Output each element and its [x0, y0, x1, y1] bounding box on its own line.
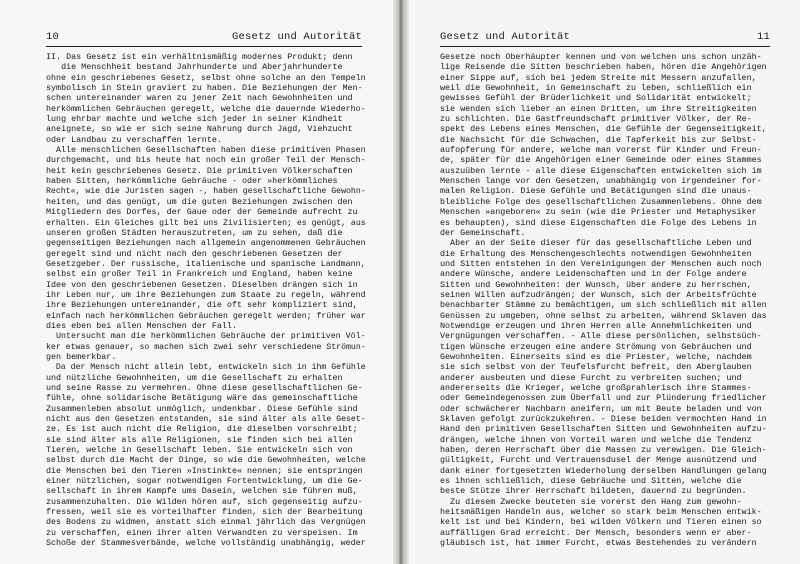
text-line: lung ehrbar machte und welche sich jeder in seiner Kindheit — [46, 114, 343, 125]
text-line: zu schlichten. Die Gastfreundschaft primitiver Völker, der Re- — [440, 114, 752, 125]
text-line: malen Religion. Diese Gefühle und Betätigungen sind die unaus- — [440, 186, 752, 197]
text-line: heiten, und das genügt, um die guten Beziehungen zwischen den — [46, 196, 353, 207]
text-line: sie wenden sich lieber an einen Dritten, um ihre Streitigkeiten — [440, 103, 757, 114]
running-title: Gesetz und Autorität — [440, 31, 571, 43]
text-line: die Erhaltung des Menschengeschlechts notwendigen Gewohnheiten — [440, 248, 752, 259]
right-page-header — [440, 30, 770, 44]
text-line: ze. Es ist auch nicht die Religion, die dieselben vorschreibt; — [46, 424, 358, 435]
text-line: haben Sitten, herkömmliche Gebräuche - oder »herkömmliches — [46, 176, 338, 187]
text-line: Menschen »angeboren« zu sein (wie die Priester und Metaphysiker — [440, 207, 757, 218]
text-line: oder Gemeindegenossen zum Überfall und zur Plünderung friedlicher — [440, 393, 767, 404]
text-line: Sklaven gefolgt zurückzukehren. - Diese beiden vermochten Hand in — [440, 414, 767, 425]
text-line: Tieren, welche in Gesellschaft leben. Sie entwickeln sich von — [46, 445, 353, 456]
text-line: seinen Willen aufzudrängen; der Wunsch, sich der Arbeitsfrüchte — [440, 289, 757, 300]
text-line: die Menschheit bestand Jahrhunderte und Aberjahrhunderte — [46, 62, 343, 73]
text-line: gültigkeit, Furcht und Vertrauensdusel der Menge ausnützend und — [440, 455, 757, 466]
text-line: drängen, welche ihnen von Vorteil waren und welche die Tendenz — [440, 434, 752, 445]
text-line: Idee von den geschriebenen Gesetzen. Dieselben drängen sich in — [46, 279, 358, 290]
header-rule — [440, 46, 770, 47]
book-gutter — [393, 0, 409, 564]
text-line: Gewohnheiten. Einerseits sind es die Priester, welche, nachdem — [440, 351, 752, 362]
text-line: des Bodens zu widmen, anstatt sich einmal jährlich das Vergnügen — [46, 517, 366, 528]
text-line: gegenseitigen Beziehungen nach allgemein angenommenen Gebräuchen — [46, 238, 366, 249]
text-line: durchgemacht, und bis heute hat noch ein großer Teil der Mensch- — [46, 155, 366, 166]
text-line: geregelt sind und nicht nach den geschriebenen Gesetzen der — [46, 248, 343, 259]
text-line: selbst ein großer Teil in Frankreich und England, haben keine — [46, 269, 353, 280]
text-line: und Sitten entstehen in den Vereinigungen der Menschen auch noch — [440, 258, 762, 269]
text-line: Vergnügungen verschaffen. - Alle diese persönlichen, selbstsüch- — [440, 331, 762, 342]
text-line: einfach nach herkömmlichen Gebräuchen geregelt werden; früher war — [46, 310, 366, 321]
text-line: Hand den primitiven Gesellschaften Sitten und Gewohnheiten aufzu- — [440, 424, 767, 435]
text-line: Notwendige erzeugen und ihren Herren alle Annehmlichkeiten und — [440, 320, 752, 331]
text-line: kelt ist und bei Kindern, bei wilden Völkern und Tieren einen so — [440, 517, 762, 528]
text-line: sie sich selbst von der Teufelsfurcht befreit, den Aberglauben — [440, 362, 752, 373]
text-line: unseren großen Städten herauszutreten, um zu sehen, daß die — [46, 227, 343, 238]
text-line: gen bemerkbar. — [46, 351, 117, 362]
text-line: andererseits die Krieger, welche großprahlerisch ihre Stammes- — [440, 383, 752, 393]
text-line: einer nützlichen, sogar notwendigen Fortentwicklung, um die Ge- — [46, 476, 363, 487]
text-line: II. Das Gesetz ist ein verhältnismäßig modernes Produkt; denn — [46, 52, 353, 62]
text-line: zu verschaffen, einen ihrer alten Verwandten zu verspeisen. Im — [46, 527, 358, 538]
text-line: nicht aus den Gesetzen entstanden, sie sind älter als alle Geset- — [46, 414, 366, 425]
text-line: es ihnen schließlich, diese Gebräuche und Sitten, welche die — [440, 476, 742, 487]
text-line: die Nachsicht für die Schwachen, die Tapferkeit bis zur Selbst- — [440, 134, 757, 145]
text-line: Zusammenleben absolut unmöglich, undenkbar. Diese Gefühle sind — [46, 403, 358, 414]
text-line: auffälligen Grad erreicht. Der Mensch, besonders wenn er aber- — [440, 527, 752, 538]
text-line: Genüssen zu umgeben, ohne selbst zu arbeiten, während Sklaven das — [440, 310, 767, 321]
text-line: fressen, weil sie es vorteilhafter finden, sich der Bearbeitung — [46, 507, 363, 518]
text-line: die Menschen bei den Tieren »Instinkte« nennen; sie entspringen — [46, 465, 363, 476]
page-number: 10 — [46, 31, 60, 43]
text-line: de, später für die Angehörigen einer Gemeinde oder eines Stammes — [440, 155, 762, 166]
text-line: heit kein geschriebenes Gesetz. Die primitiven Völkerschaften — [46, 165, 353, 176]
left-page-header — [46, 30, 362, 44]
text-line: benachbarter Stämme zu bemächtigen, um sich schließlich mit allen — [440, 300, 767, 311]
text-line: selbst durch die Macht der Dinge, so wie die Gewohnheiten, welche — [46, 455, 366, 466]
text-line: Mitgliedern des Dorfes, der Gaue oder der Gemeinde aufrecht zu — [46, 207, 358, 218]
text-line: bleibliche Folge des gesellschaftlichen Zusammenlebens. Ohne dem — [440, 196, 762, 207]
text-line: fühle, ohne solidarische Betätigung wäre das gemeinschaftliche — [46, 393, 358, 404]
text-line: Gesetze noch Oberhäupter kennen und von welchen uns schon unzäh- — [440, 52, 762, 62]
text-line: Zu diesem Zwecke beuteten sie vorerst den Hang zum gewohn- — [440, 496, 742, 507]
text-line: sie sind älter als alle Religionen, sie finden sich bei allen — [46, 434, 353, 445]
text-line: Menschen lange vor den Gesetzen, unabhängig von irgendeiner for- — [440, 176, 762, 187]
text-line: Schoße der Stammesverbände, welche vollständig unabhängig, weder — [46, 538, 366, 549]
text-line: gläubisch ist, hat immer Furcht, etwas Bestehendes zu verändern — [440, 538, 757, 549]
text-line: ohne ein geschriebenes Gesetz, selbst ohne solche an den Tempeln — [46, 72, 366, 83]
text-line: anderer ausbeuten und diese Furcht zu verbreiten suchen; und — [440, 372, 742, 383]
text-line: ihre Beziehungen untereinander, die oft sehr kompliziert sind, — [46, 300, 358, 311]
text-line: spekt des Lebens eines Menschen, die Gefühle der Gegenseitigkeit, — [440, 124, 767, 135]
text-line: Gesetzgeber. Der russische, italienische und spanische Landmann, — [46, 258, 366, 269]
text-line: und nützliche Gewohnheiten, um die Gesellschaft zu erhalten — [46, 372, 343, 383]
text-line: symbolisch in Stein graviert zu haben. Die Beziehungen der Men- — [46, 83, 363, 94]
text-line: haben, deren Herrschaft über die Massen zu verewigen. Die Gleich- — [440, 445, 767, 456]
text-line: Sitten und Gewohnheiten: der Wunsch, über andere zu herrschen, — [440, 279, 752, 290]
text-line: schen untereinander waren zu jener Zeit nach Gewohnheiten und — [46, 93, 353, 104]
right-page — [402, 0, 800, 564]
text-line: heitsmäßigen Handeln aus, welcher so stark beim Menschen entwik- — [440, 507, 762, 518]
text-line: andere Wünsche, andere Leidenschaften und in der Folge andere — [440, 269, 747, 280]
text-line: und seine Rasse zu vermehren. Ohne diese gesellschaftlichen Ge- — [46, 383, 363, 393]
text-line: lige Reisende die Sitten beschrieben haben, hören die Angehörigen — [440, 62, 767, 73]
text-line: zusammenzuhalten. Die Wilden hören auf, sich gegenseitig aufzu- — [46, 496, 363, 507]
text-line: auszuüben lernte - alle diese Eigenschaften entwickelten sich im — [440, 165, 762, 176]
text-line: beste Stütze ihrer Herrschaft bildeten, dauernd zu begründen. — [440, 486, 747, 497]
text-line: gewisses Gefühl der Brüderlichkeit und Solidarität entwickelt; — [440, 93, 752, 104]
text-line: es behaupten), sind diese Eigenschaften die Folge des Lebens in — [440, 217, 757, 228]
text-line: oder Landbau zu verschaffen lernte. — [46, 134, 222, 145]
text-line: herkömmlichen Gebräuchen geregelt, welche die dauernde Wiederho- — [46, 103, 366, 114]
header-rule — [46, 46, 362, 47]
text-line: dies eben bei allen Menschen der Fall. — [46, 320, 237, 331]
left-page-body — [46, 52, 366, 549]
right-page-body — [440, 52, 774, 549]
text-line: Alle menschlichen Gesellschaften haben diese primitiven Phasen — [46, 145, 366, 156]
text-line: der Gemeinschaft. — [440, 227, 526, 238]
running-title: Gesetz und Autorität — [231, 31, 362, 43]
page-number: 11 — [756, 31, 770, 43]
text-line: sellschaft in ihrem Kampfe ums Dasein, welchen sie führen muß, — [46, 486, 358, 497]
text-line: dank einer fortgesetzten Wiederholung derselben Handlungen gelang — [440, 465, 767, 476]
text-line: tigen Wünsche erzeugen eine andere Strömung von Gebräuchen und — [440, 341, 752, 352]
text-line: erhalten. Ein Gleiches gilt bei uns Zivilisierten; es genügt, aus — [46, 217, 366, 228]
text-line: Da der Mensch nicht allein lebt, entwickeln sich in ihm Gefühle — [46, 362, 366, 373]
text-line: weil die Gewohnheit, in Gemeinschaft zu leben, schließlich ein — [440, 83, 752, 94]
text-line: ihr Leben nur, um ihre Beziehungen zum Staate zu regeln, während — [46, 289, 366, 300]
text-line: aneignete, so wie er sich seine Nahrung durch Jagd, Viehzucht — [46, 124, 353, 135]
text-line: einer Sippe auf, sich bei jedem Streite mit Messern anzufallen, — [440, 72, 757, 83]
text-line: ker etwas genauer, so machen sich zwei sehr verschiedene Strömun- — [46, 341, 366, 352]
text-line: aufopferung für andere, welche man vorerst für Kinder und Freun- — [440, 145, 762, 156]
text-line: Recht«, wie die Juristen sagen -, haben gesellschaftliche Gewohn- — [46, 186, 366, 197]
text-line: Untersucht man die herkömmlichen Gebräuche der primitiven Völ- — [46, 331, 366, 342]
text-line: Aber an der Seite dieser für das gesellschaftliche Leben und — [440, 238, 752, 249]
text-line: oder schwächerer Nachbarn aneifern, um mit Beute beladen und von — [440, 403, 762, 414]
